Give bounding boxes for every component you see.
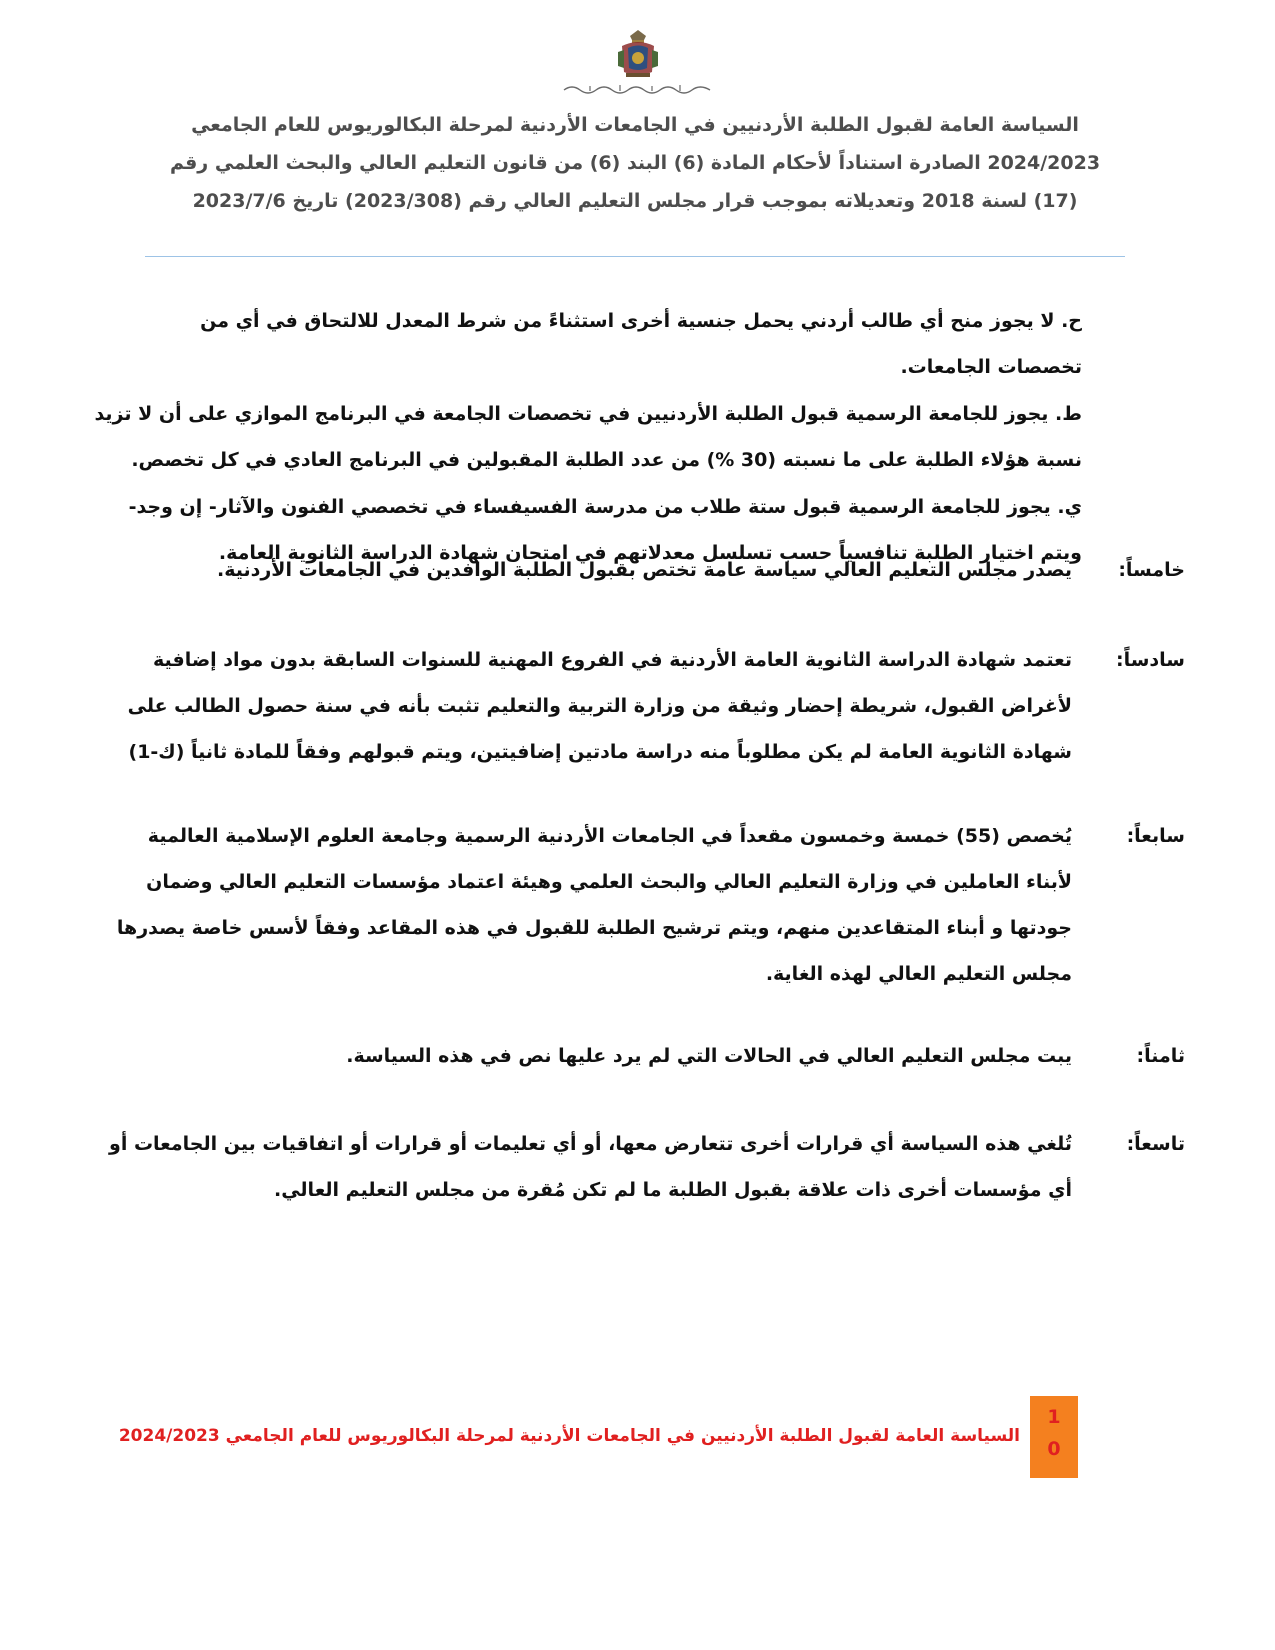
document-title (145, 106, 1125, 220)
clause-line: نسبة هؤلاء الطلبة على ما نسبته (30 %) من عدد الطلبة المقبولين في البرنامج العادي في كل تخصص. (131, 449, 1082, 471)
page-number-badge (1030, 1396, 1078, 1478)
page-number-digit: 1 (1047, 1406, 1061, 1428)
section-label-eighth: ثامناً: (1136, 1045, 1185, 1067)
section-label-sixth: سادساً: (1116, 649, 1185, 671)
section-line: أي مؤسسات أخرى ذات علاقة بقبول الطلبة ما لم تكن مُقرة من مجلس التعليم العالي. (273, 1179, 1072, 1201)
clause-h (100, 298, 1082, 390)
section-line: يصدر مجلس التعليم العالي سياسة عامة تختص بقبول الطلبة الوافدين في الجامعات الأردنية. (216, 559, 1072, 581)
section-ninth (100, 1121, 1072, 1213)
clause-line: ي. يجوز للجامعة الرسمية قبول ستة طلاب من مدرسة الفسيفساء في تخصصي الفنون والآثار- إن وجد- (128, 496, 1082, 518)
section-fifth (100, 547, 1072, 593)
section-line: يُخصص (55) خمسة وخمسون مقعداً في الجامعات الأردنية الرسمية وجامعة العلوم الإسلامية العالمية (147, 825, 1072, 847)
title-line: 2024/2023 الصادرة استناداً لأحكام المادة (6) البند (6) من قانون التعليم العالي والبحث العلمي رقم (169, 152, 1101, 174)
section-label-fifth: خامساً: (1118, 559, 1185, 581)
section-line: تعتمد شهادة الدراسة الثانوية العامة الأردنية في الفروع المهنية للسنوات السابقة بدون مواد إضافية (152, 649, 1072, 671)
clause-line: ح. لا يجوز منح أي طالب أردني يحمل جنسية أخرى استثناءً من شرط المعدل للالتحاق في أي من (200, 310, 1082, 332)
section-line: يبت مجلس التعليم العالي في الحالات التي لم يرد عليها نص في هذه السياسة. (346, 1045, 1072, 1067)
title-line: (17) لسنة 2018 وتعديلاته بموجب قرار مجلس التعليم العالي رقم (2023/308) تاريخ 2023/7/6 (192, 190, 1078, 212)
footer-title: السياسة العامة لقبول الطلبة الأردنيين في الجامعات الأردنية لمرحلة البكالوريوس للعام الجامعي 2024/2023 (118, 1426, 1020, 1446)
section-line: شهادة الثانوية العامة لم يكن مطلوباً منه دراسة مادتين إضافيتين، ويتم قبولهم وفقاً للمادة ثانياً (ك-1) (128, 741, 1072, 763)
section-line: مجلس التعليم العالي لهذه الغاية. (765, 963, 1072, 985)
page-number-digit: 0 (1047, 1438, 1061, 1460)
clause-line: ط. يجوز للجامعة الرسمية قبول الطلبة الأردنيين في تخصصات الجامعة في البرنامج الموازي على أن لا تزيد (94, 403, 1082, 425)
section-sixth (100, 637, 1072, 775)
header-divider (145, 256, 1125, 257)
section-line: جودتها و أبناء المتقاعدين منهم، ويتم ترشيح الطلبة للقبول في هذه المقاعد وفقاً لأسس خاصة يصدرها (116, 917, 1072, 939)
section-line: تُلغي هذه السياسة أي قرارات أخرى تتعارض معها، أو أي تعليمات أو قرارات أو اتفاقيات بين الجامعات أو (109, 1133, 1072, 1155)
section-label-seventh: سابعاً: (1126, 825, 1185, 847)
title-line: السياسة العامة لقبول الطلبة الأردنيين في الجامعات الأردنية لمرحلة البكالوريوس للعام الجامعي (191, 114, 1079, 136)
section-label-ninth: تاسعاً: (1126, 1133, 1185, 1155)
section-seventh (100, 813, 1072, 997)
clause-line: تخصصات الجامعات. (900, 356, 1082, 378)
jordan-coat-of-arms-icon (612, 28, 664, 80)
section-eighth (100, 1033, 1072, 1079)
section-line: لأغراض القبول، شريطة إحضار وثيقة من وزارة التربية والتعليم تثبت بأنه في سنة حصول الطالب على (127, 695, 1072, 717)
clause-t (94, 391, 1082, 483)
section-line: لأبناء العاملين في وزارة التعليم العالي والبحث العلمي وهيئة اعتماد مؤسسات التعليم العالي وضمان (146, 871, 1072, 893)
ministry-calligraphy (560, 82, 716, 94)
clause-line: ويتم اختيار الطلبة تنافسياً حسب تسلسل معدلاتهم في امتحان شهادة الدراسة الثانوية العامة. (218, 542, 1082, 564)
